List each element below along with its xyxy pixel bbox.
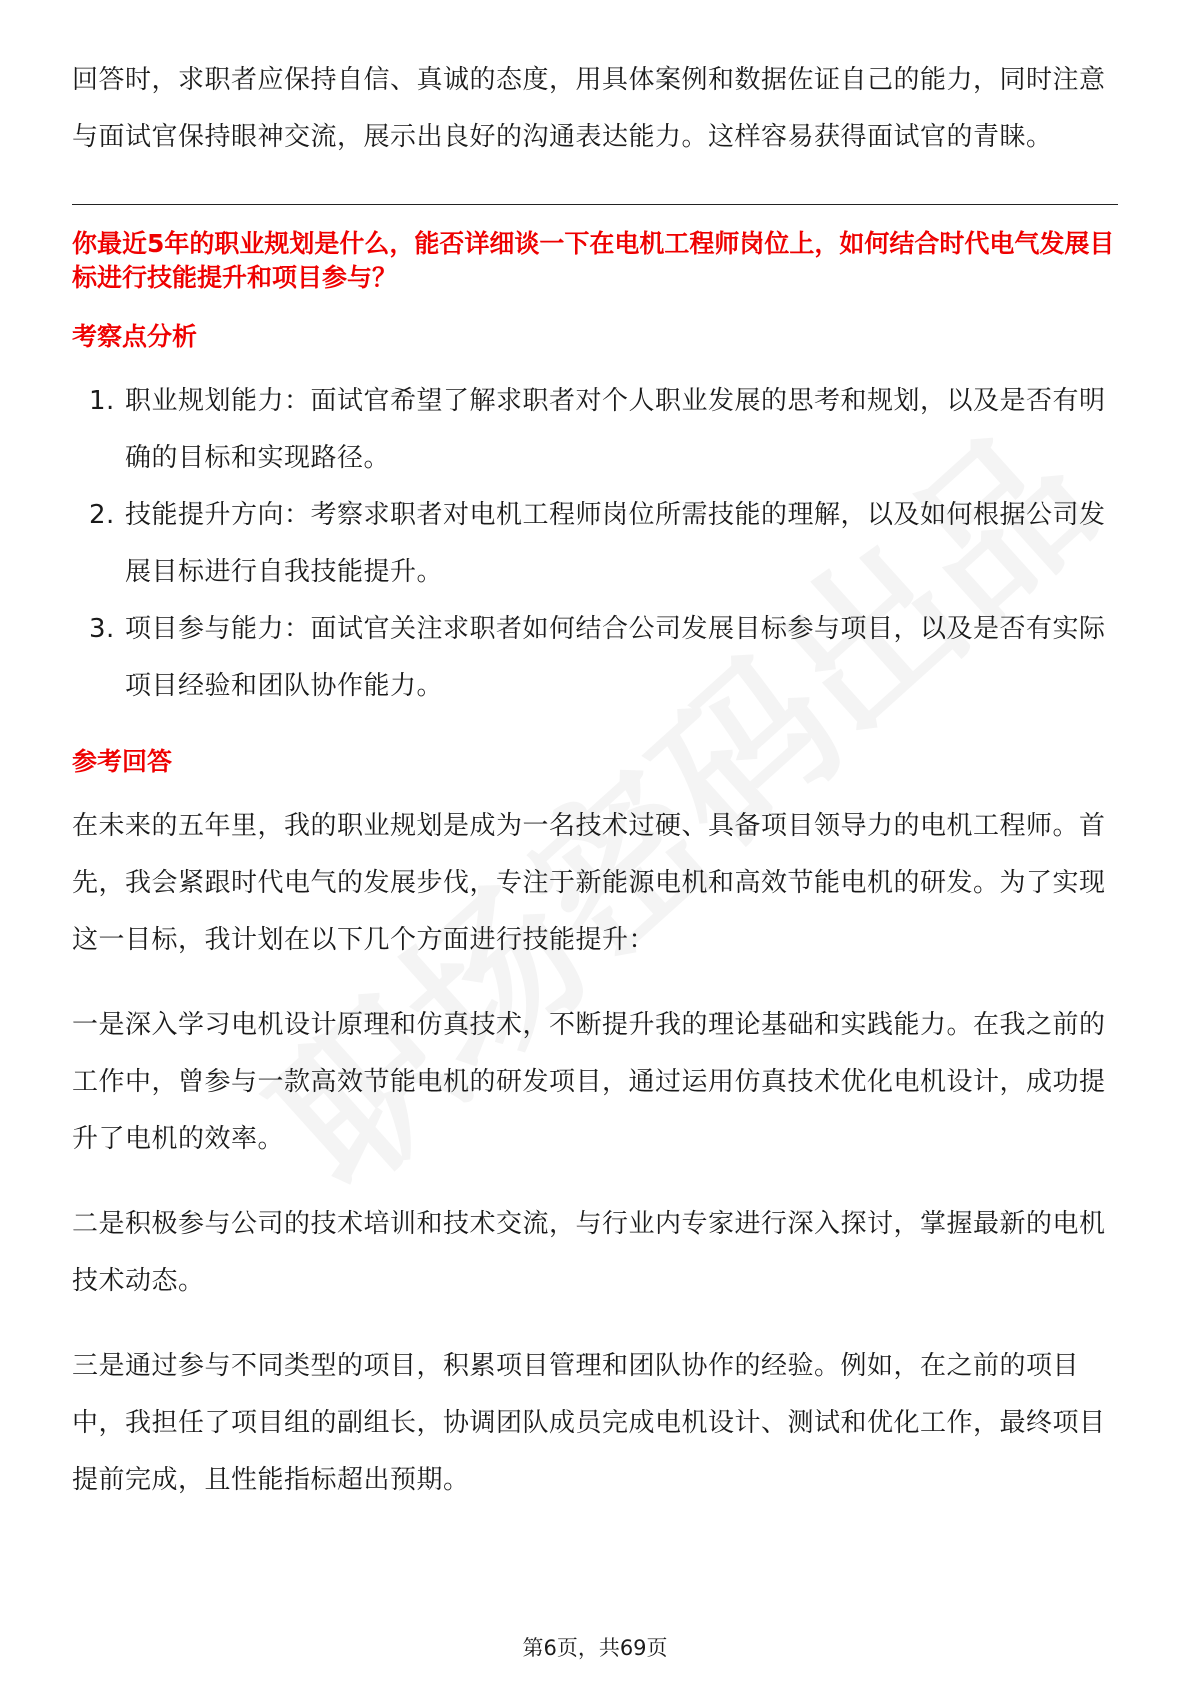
intro-paragraph: 回答时，求职者应保持自信、真诚的态度，用具体案例和数据佐证自己的能力，同时注意与面试官保持眼神交流，展示出良好的沟通表达能力。这样容易获得面试官的青睐。 [72, 65, 1106, 152]
analysis-list [72, 373, 1118, 715]
analysis-heading: 考察点分析 [72, 322, 198, 351]
list-item-text: 技能提升方向：考察求职者对电机工程师岗位所需技能的理解，以及如何根据公司发展目标进行自我技能提升。 [125, 500, 1106, 587]
answer-paragraph: 二是积极参与公司的技术培训和技术交流，与行业内专家进行深入探讨，掌握最新的电机技术动态。 [72, 1209, 1106, 1296]
list-item-text: 项目参与能力：面试官关注求职者如何结合公司发展目标参与项目，以及是否有实际项目经验和团队协作能力。 [125, 614, 1106, 701]
answer-paragraph: 在未来的五年里，我的职业规划是成为一名技术过硬、具备项目领导力的电机工程师。首先，我会紧跟时代电气的发展步伐，专注于新能源电机和高效节能电机的研发。为了实现这一目标，我计划在以下几个方面进行技能提升： [72, 811, 1106, 955]
section-divider [72, 204, 1118, 205]
answer-paragraph: 一是深入学习电机设计原理和仿真技术，不断提升我的理论基础和实践能力。在我之前的工作中，曾参与一款高效节能电机的研发项目，通过运用仿真技术优化电机设计，成功提升了电机的效率。 [72, 1010, 1106, 1154]
answer-heading: 参考回答 [72, 747, 173, 776]
page-number-footer: 第6页，共69页 [522, 1636, 668, 1660]
list-item-number: 2. [89, 500, 115, 530]
list-item-number: 1. [89, 386, 115, 416]
list-item [72, 487, 1118, 601]
list-item-number: 3. [89, 614, 115, 644]
list-item-text: 职业规划能力：面试官希望了解求职者对个人职业发展的思考和规划，以及是否有明确的目标和实现路径。 [125, 386, 1106, 473]
question-heading: 你最近5年的职业规划是什么，能否详细谈一下在电机工程师岗位上，如何结合时代电气发展目标进行技能提升和项目参与？ [72, 229, 1115, 292]
document-page [72, 52, 1118, 1537]
answer-paragraph: 三是通过参与不同类型的项目，积累项目管理和团队协作的经验。例如，在之前的项目中，我担任了项目组的副组长，协调团队成员完成电机设计、测试和优化工作，最终项目提前完成，且性能指标超出预期。 [72, 1351, 1106, 1495]
list-item [72, 373, 1118, 487]
list-item [72, 601, 1118, 715]
